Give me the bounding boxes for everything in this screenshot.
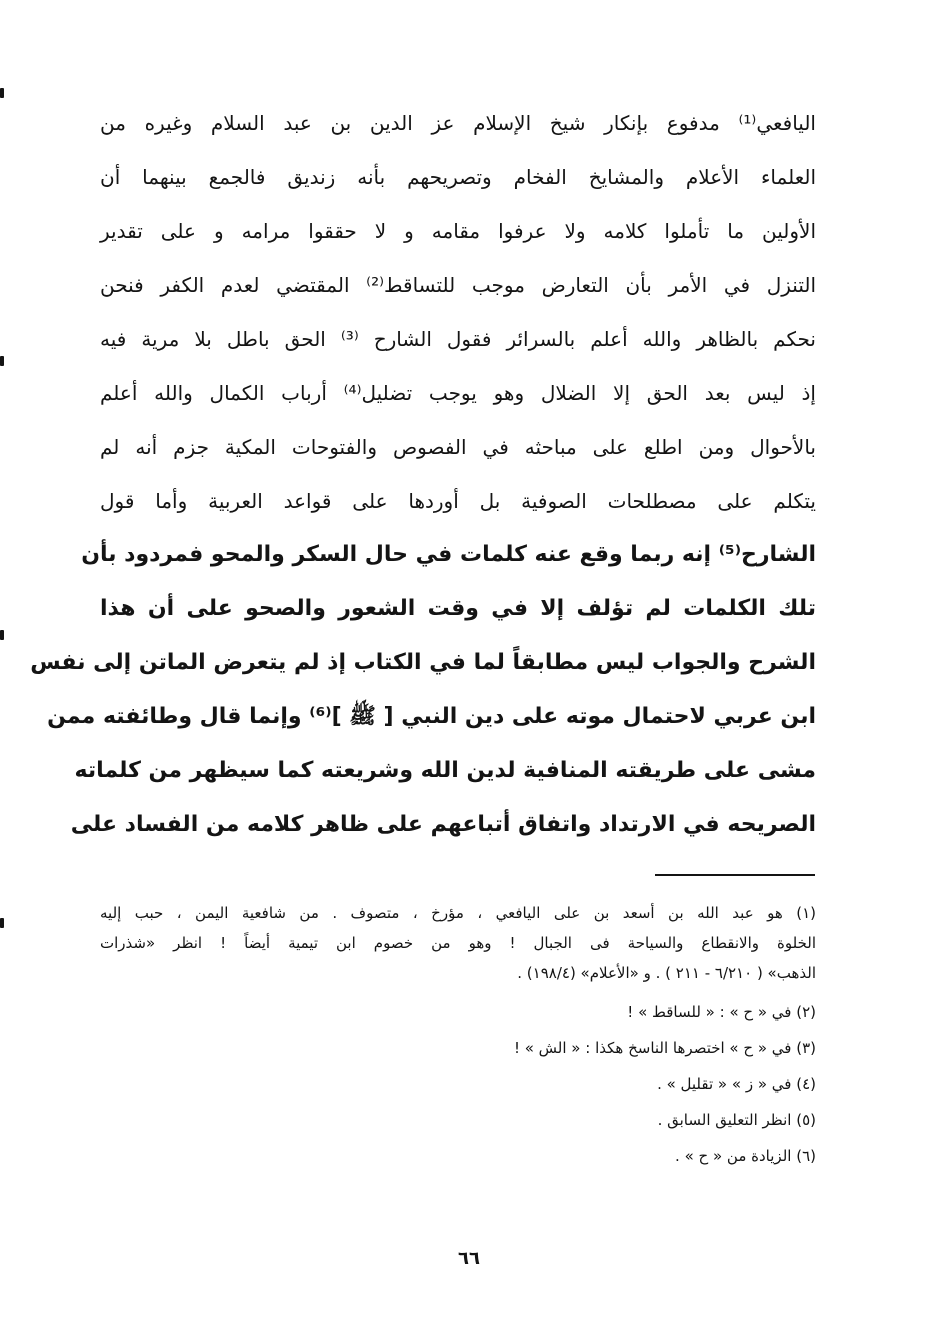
text-line: مشى على طريقته المنافية لدين الله وشريعته كما سيظهر من كلماته — [74, 758, 816, 783]
footnote-line: الذهب» ( ٦/٢١٠ - ٢١١ ) . و «الأعلام» (١٩٨/٤) . — [517, 964, 816, 982]
footnote-2: (٢) في « ح » : « للساقط » ! — [627, 1003, 816, 1021]
footnote-1 — [100, 898, 816, 988]
text-line: يتكلم على مصطلحات الصوفية بل أوردها على قواعد العربية وأما قول — [100, 489, 816, 513]
text-line: بالأحوال ومن اطلع على مباحثه في الفصوص والفتوحات المكية جزم أنه لم — [100, 435, 816, 459]
text-line: نحكم بالظاهر والله أعلم بالسرائر فقول الشارح ⁽³⁾ الحق باطل بلا مرية فيه — [100, 327, 817, 351]
text-line: العلماء الأعلام والمشايخ الفخام وتصريحهم بأنه زنديق فالجمع بينهما أن — [100, 165, 816, 189]
text-line: الشارح⁽⁵⁾ إنه ربما وقع عنه كلمات في حال السكر والمحو فمردود بأن — [81, 542, 816, 567]
page-number: ٦٦ — [458, 1248, 480, 1269]
margin-mark — [0, 356, 4, 366]
text-line: اليافعي⁽¹⁾ مدفوع بإنكار شيخ الإسلام عز الدين بن عبد السلام وغيره من — [100, 111, 816, 135]
text-line: الشرح والجواب ليس مطابقاً لما في الكتاب إذ لم يتعرض الماتن إلى نفس — [30, 650, 816, 675]
footnote-4: (٤) في « ز » « تقليل » . — [657, 1075, 816, 1093]
footnote-line: الخلوة والانقطاع والسياحة فى الجبال ! وهو من خصوم ابن تيمية أيضاً ! انظر «شذرات — [100, 934, 816, 952]
footnote-6: (٦) الزيادة من « ح » . — [675, 1147, 816, 1165]
footnotes-block — [100, 898, 816, 1174]
margin-mark — [0, 918, 4, 928]
margin-mark — [0, 88, 4, 98]
footnote-3: (٣) في « ح » اختصرها الناسخ هكذا : « الش » ! — [513, 1039, 816, 1057]
text-line: التنزل في الأمر بأن التعارض موجب للتساقط⁽²⁾ المقتضي لعدم الكفر فنحن — [100, 273, 817, 297]
text-line: تلك الكلمات لم تؤلف إلا في وقت الشعور والصحو على أن هذا — [100, 596, 816, 621]
text-line: الأولين ما تأملوا كلامه ولا عرفوا مقامه و لا حققوا مرامه و على تقدير — [100, 219, 816, 243]
main-text-block — [30, 96, 817, 852]
margin-mark — [0, 630, 4, 640]
text-line: ابن عربي لاحتمال موته على دين النبي [ ﷺ ]⁽⁶⁾ وإنما قال وطائفته ممن — [47, 704, 816, 729]
footnote-line: (١) هو عبد الله بن أسعد بن على اليافعي ، مؤرخ ، متصوف . من شافعية اليمن ، حبب إليه — [100, 904, 816, 922]
text-line: إذ ليس بعد الحق إلا الضلال وهو يوجب تضليل⁽⁴⁾ أرباب الكمال والله أعلم — [100, 381, 816, 405]
text-line: الصريحه في الارتداد واتفاق أتباعهم على ظاهر كلامه من الفساد على — [70, 812, 816, 837]
footnote-5: (٥) انظر التعليق السابق . — [657, 1111, 816, 1129]
footnote-separator — [655, 874, 815, 876]
